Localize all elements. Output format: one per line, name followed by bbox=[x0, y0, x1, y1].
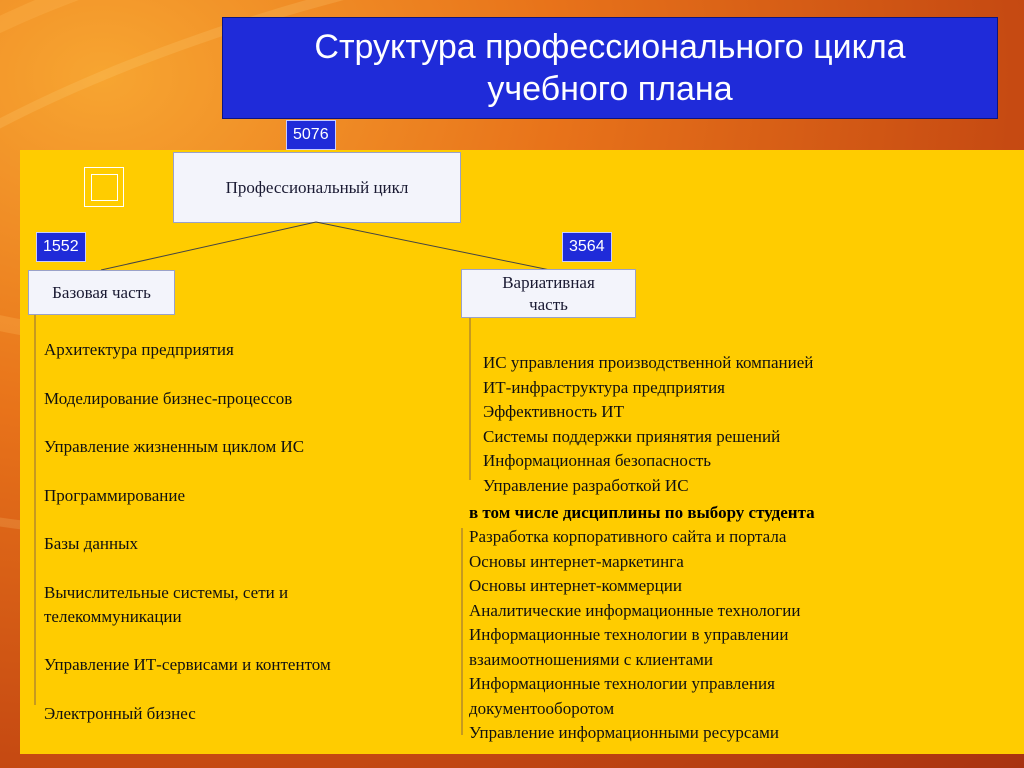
base-discipline-list bbox=[44, 338, 331, 750]
list-item: Информационная безопасность bbox=[483, 451, 712, 470]
variative-part-label: Вариативная часть bbox=[502, 272, 595, 314]
root-box-label: Профессиональный цикл bbox=[225, 177, 409, 197]
list-item: Системы поддержки приянятия решений bbox=[483, 426, 781, 446]
list-item: Архитектура предприятия bbox=[44, 340, 234, 359]
list-item: Управление разработкой ИС bbox=[483, 475, 689, 495]
list-item: Эффективность ИТ bbox=[483, 402, 624, 421]
variative-hours-badge: 3564 bbox=[562, 232, 612, 262]
elective-heading: в том числе дисциплины по выбору студента bbox=[469, 503, 815, 522]
list-item: телекоммуникации bbox=[44, 606, 182, 626]
list-item: Электронный бизнес bbox=[44, 703, 196, 723]
base-part-label: Базовая часть bbox=[52, 282, 151, 302]
list-item: Разработка корпоративного сайта и портала bbox=[469, 527, 787, 546]
variative-discipline-list bbox=[483, 351, 813, 498]
list-item: документооборотом bbox=[469, 698, 615, 718]
base-hours-badge: 1552 bbox=[36, 232, 86, 262]
list-item: Информационные технологии управления bbox=[469, 674, 775, 693]
elective-discipline-list bbox=[469, 525, 800, 746]
slide-title bbox=[222, 17, 998, 119]
list-item: Управление ИТ-сервисами и контентом bbox=[44, 655, 331, 674]
total-hours-badge: 5076 bbox=[286, 120, 336, 150]
list-item: Программирование bbox=[44, 485, 185, 505]
list-item: Информационные технологии в управлении bbox=[469, 625, 789, 644]
list-item: Основы интернет-коммерции bbox=[469, 576, 682, 595]
root-box bbox=[173, 152, 461, 223]
list-item: взаимоотношениями с клиентами bbox=[469, 649, 714, 669]
variative-part-box bbox=[461, 269, 636, 318]
base-part-box bbox=[28, 270, 175, 315]
list-item: Аналитические информационные технологии bbox=[469, 600, 801, 620]
list-item: ИС управления производственной компанией bbox=[483, 353, 814, 372]
list-item: ИТ-инфраструктура предприятия bbox=[483, 377, 726, 397]
list-item: Основы интернет-маркетинга bbox=[469, 551, 684, 571]
slide-title-text: Структура профессионального цикла учебного плана bbox=[314, 28, 906, 108]
list-item: Базы данных bbox=[44, 534, 139, 553]
list-item: Моделирование бизнес-процессов bbox=[44, 388, 293, 408]
list-item: Управление информационными ресурсами bbox=[469, 723, 780, 742]
checkbox-icon[interactable] bbox=[84, 167, 124, 207]
list-item: Вычислительные системы, сети и bbox=[44, 582, 289, 602]
list-item: Управление жизненным циклом ИС bbox=[44, 437, 305, 456]
